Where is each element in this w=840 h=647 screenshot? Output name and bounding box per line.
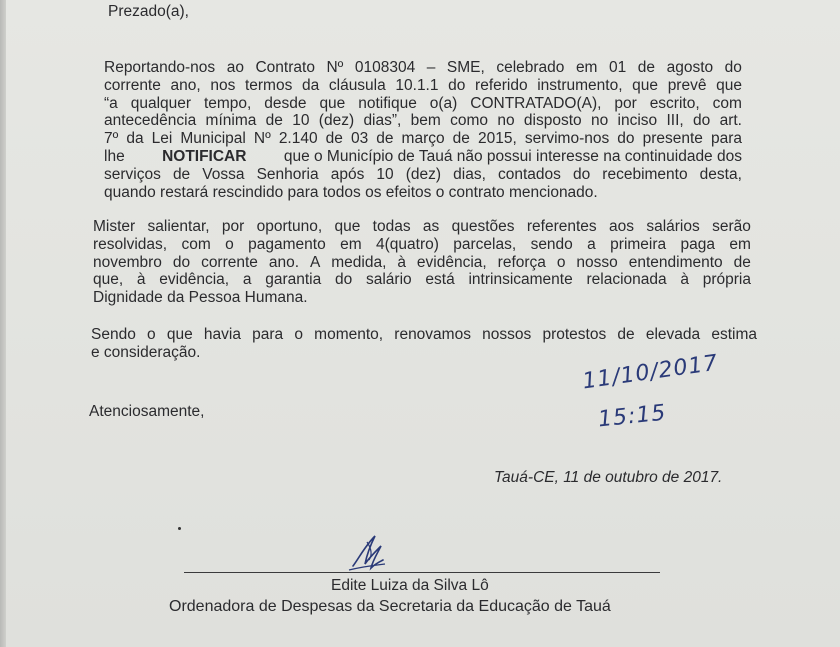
signature-scribble	[345, 528, 393, 574]
ink-speck	[178, 527, 181, 530]
word: ano.	[268, 253, 300, 271]
word: que,	[93, 271, 124, 289]
word: Sendo	[91, 326, 136, 343]
word: por	[614, 94, 637, 112]
word: referido	[475, 76, 528, 94]
paragraph-1-line	[104, 59, 742, 77]
word: desta,	[699, 165, 742, 183]
word: medida,	[331, 253, 387, 271]
word: para	[252, 326, 284, 343]
word: havia	[203, 326, 241, 343]
word: (dez)	[318, 112, 355, 130]
word: que	[166, 326, 193, 343]
word: bem	[410, 112, 441, 130]
word: após	[330, 165, 365, 183]
word: desde	[264, 94, 307, 112]
word: serviços	[104, 165, 161, 183]
word: de	[376, 130, 394, 148]
word: paga	[680, 235, 716, 253]
paragraph-2	[93, 218, 751, 307]
word: estima	[711, 326, 757, 343]
paragraph-3	[91, 326, 757, 362]
notify-bold: NOTIFICAR	[162, 147, 247, 165]
word: parcelas,	[453, 235, 517, 253]
word: Nº	[326, 59, 344, 76]
word: corrente	[201, 253, 258, 271]
word: nos	[210, 76, 236, 94]
word: 10	[292, 112, 310, 130]
word: ao	[226, 59, 244, 76]
word: para	[710, 130, 742, 148]
paragraph-1	[104, 59, 742, 201]
word: de	[617, 326, 635, 343]
word: evidência,	[159, 271, 230, 289]
word: antecedência	[104, 112, 197, 130]
signature-line	[184, 572, 660, 573]
paragraph-1-line	[104, 77, 742, 95]
word: a	[587, 235, 596, 253]
paragraph-2-line	[93, 271, 751, 289]
word: salário	[365, 271, 412, 289]
word: resolvidas,	[93, 235, 168, 253]
word: 2.140	[278, 130, 318, 148]
word: art.	[719, 112, 742, 130]
word: Mister	[93, 218, 136, 235]
word: a	[242, 271, 252, 289]
word: corrente	[104, 76, 161, 94]
word: de	[172, 165, 191, 183]
word: escrito,	[649, 94, 700, 112]
word: de	[637, 59, 656, 76]
handwritten-time: 15:15	[596, 400, 668, 433]
word: o	[225, 235, 234, 253]
paragraph-1-line	[104, 130, 742, 148]
word: intrinsicamente	[468, 271, 573, 289]
word: inciso	[617, 112, 658, 130]
word: no	[590, 112, 609, 130]
word: em	[729, 235, 751, 253]
word: tempo,	[203, 94, 252, 112]
word: salários	[646, 218, 700, 235]
word: aos	[609, 218, 634, 235]
closing: Atenciosamente,	[89, 403, 205, 420]
word: 0108304	[354, 59, 416, 76]
word: do	[334, 271, 353, 289]
word: está	[425, 271, 455, 289]
word: serão	[712, 218, 751, 235]
word: 7º	[104, 130, 119, 148]
salutation: Prezado(a),	[108, 3, 189, 20]
word: Lei	[151, 130, 173, 148]
word: as	[422, 218, 440, 235]
word: renovamos	[394, 326, 471, 343]
word: 4(quatro)	[376, 235, 439, 253]
word: que	[716, 76, 742, 94]
word: nossos	[482, 326, 532, 343]
word: ano,	[170, 76, 201, 94]
word: o	[556, 253, 566, 271]
word: de	[733, 253, 751, 271]
word: que	[319, 94, 346, 112]
word: termos	[244, 76, 293, 94]
word: –	[426, 59, 436, 76]
word: III,	[666, 112, 684, 130]
page-edge	[0, 0, 6, 647]
word: o(a)	[429, 94, 458, 112]
word: servimo-nos	[524, 130, 610, 148]
word: mínima	[205, 112, 257, 130]
paragraph-3-line	[91, 326, 757, 344]
word: relacionada	[586, 271, 667, 289]
word: do	[172, 253, 191, 271]
word: da	[126, 130, 144, 148]
word: qualquer	[130, 94, 192, 112]
word: 01	[609, 59, 627, 76]
word: recebimento	[602, 165, 688, 183]
word: no	[497, 112, 515, 130]
word: SME,	[446, 59, 485, 76]
word: prevê	[667, 76, 707, 94]
word: (dez)	[405, 165, 442, 183]
word: oportuno,	[256, 218, 323, 235]
word: A	[309, 253, 321, 271]
word: Senhoria	[256, 165, 319, 183]
word: do	[617, 130, 635, 148]
word: evidência,	[416, 253, 487, 271]
word: 10	[376, 165, 394, 183]
word: Municipal	[180, 130, 246, 148]
word: com	[181, 235, 211, 253]
word: disposto	[523, 112, 582, 130]
word: 10.1.1	[395, 76, 439, 94]
signatory-name: Edite Luiza da Silva Lô	[331, 577, 489, 594]
paragraph-1-line	[104, 166, 742, 184]
word: garantia	[265, 271, 322, 289]
word: por	[221, 218, 245, 235]
word: o	[294, 326, 303, 343]
word: presente	[642, 130, 703, 148]
word: em	[340, 235, 362, 253]
word: em	[575, 59, 598, 76]
paragraph-3-line: e consideração.	[91, 343, 201, 361]
word: cláusula	[328, 76, 386, 94]
word: elevada	[645, 326, 701, 343]
word: agosto	[666, 59, 714, 76]
word: do	[448, 76, 466, 94]
paragraph-1-line: quando restará rescindido para todos os efeitos o contrato mencionado.	[104, 183, 598, 201]
word: com	[712, 94, 742, 112]
paragraph-1-line	[104, 112, 742, 130]
paragraph-2-line: Dignidade da Pessoa Humana.	[93, 289, 308, 307]
word: protestos	[542, 326, 607, 343]
word: notifique	[358, 94, 417, 112]
word: pagamento	[248, 235, 326, 253]
notify-suffix: que o Município de Tauá não possui interesse na continuidade dos	[283, 147, 742, 165]
paragraph-2-line	[93, 236, 751, 254]
word: que	[632, 76, 659, 94]
handwritten-date: 11/10/2017	[580, 350, 720, 395]
word: de	[265, 112, 283, 130]
word: salientar,	[147, 218, 210, 235]
word: Reportando-nos	[104, 59, 216, 76]
signatory-title: Ordenadora de Despesas da Secretaria da Educação de Tauá	[169, 598, 611, 615]
word: contados	[497, 165, 561, 183]
word: o	[147, 326, 156, 343]
word: sendo	[530, 235, 573, 253]
word: do	[693, 112, 711, 130]
notify-prefix: lhe	[104, 147, 125, 165]
word: à	[680, 271, 689, 289]
paragraph-2-line	[93, 218, 751, 236]
word: própria	[702, 271, 751, 289]
paragraph-1-line	[104, 95, 742, 113]
word: Contrato	[255, 59, 315, 76]
word: celebrado	[496, 59, 565, 76]
word: primeira	[610, 235, 667, 253]
word: referentes	[526, 218, 597, 235]
word: reforça	[497, 253, 546, 271]
word: “a	[104, 94, 118, 112]
paragraph-2-line	[93, 254, 751, 272]
word: dias,	[453, 165, 486, 183]
word: à	[397, 253, 406, 271]
word: todas	[372, 218, 411, 235]
word: Vossa	[202, 165, 245, 183]
word: CONTRATADO(A),	[470, 94, 602, 112]
word: novembro	[93, 253, 162, 271]
word: momento,	[314, 326, 384, 343]
place-date: Tauá-CE, 11 de outubro de 2017.	[494, 469, 723, 486]
word: nosso	[576, 253, 618, 271]
word: de	[452, 130, 470, 148]
paragraph-1-line-notificar	[104, 148, 742, 166]
word: março	[401, 130, 445, 148]
word: entendimento	[628, 253, 723, 271]
word: 2015,	[477, 130, 517, 148]
word: à	[136, 271, 146, 289]
word: dias”,	[363, 112, 402, 130]
word: do	[724, 59, 742, 76]
word: da	[301, 76, 320, 94]
word: Nº	[253, 130, 271, 148]
word: questões	[451, 218, 515, 235]
word: 03	[350, 130, 369, 148]
word: como	[450, 112, 489, 130]
word: de	[325, 130, 343, 148]
word: que	[334, 218, 361, 235]
word: do	[572, 165, 591, 183]
word: instrumento,	[537, 76, 623, 94]
